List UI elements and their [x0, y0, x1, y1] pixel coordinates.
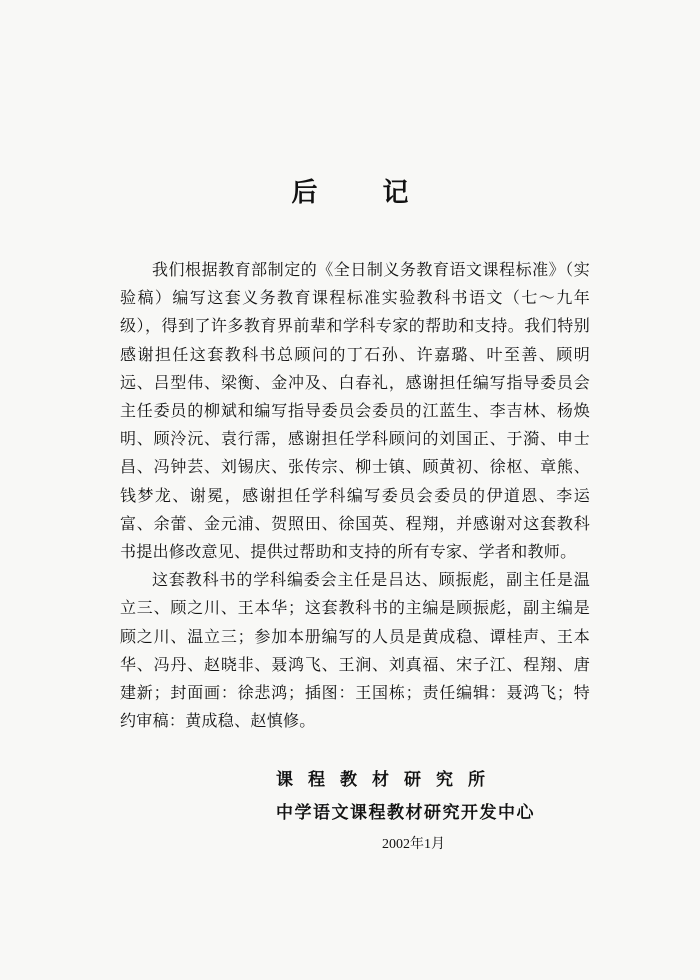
signature-date: 2002年1月: [382, 837, 445, 852]
paragraph-editors: 这套教科书的学科编委会主任是吕达、顾振彪，副主任是温立三、顾之川、王本华；这套教科书的主编是顾振彪，副主编是顾之川、温立三；参加本册编写的人员是黄成稳、谭桂声、王本华、冯丹、赵晓非、聂鸿飞、王涧、刘真福、宋子江、程翔、唐建新；封面画：徐悲鸿；插图：王国栋；责任编辑：聂鸿飞；特约审稿：黄成稳、赵慎修。: [120, 570, 590, 731]
document-body: [120, 256, 590, 735]
signature-org-2: 中学语文课程教材研究开发中心: [276, 803, 535, 823]
signature-org-1: 课程教材研究所: [276, 770, 500, 790]
page-title: 后 记: [291, 178, 437, 208]
paragraph-acknowledgements: 我们根据教育部制定的《全日制义务教育语文课程标准》（实验稿）编写这套义务教育课程标准实验教科书语文（七～九年级），得到了许多教育界前辈和学科专家的帮助和支持。我们特别感谢担任这套教科书总顾问的丁石孙、许嘉璐、叶至善、顾明远、吕型伟、梁衡、金冲及、白春礼，感谢担任编写指导委员会主任委员的柳斌和编写指导委员会委员的江蓝生、李吉林、杨焕明、顾泠沅、袁行霈，感谢担任学科顾问的刘国正、于漪、申士昌、冯钟芸、刘锡庆、张传宗、柳士镇、顾黄初、徐枢、章熊、钱梦龙、谢冕，感谢担任学科编写委员会委员的伊道恩、李运富、余蕾、金元浦、贺照田、徐国英、程翔，并感谢对这套教科书提出修改意见、提供过帮助和支持的所有专家、学者和教师。: [120, 260, 590, 562]
